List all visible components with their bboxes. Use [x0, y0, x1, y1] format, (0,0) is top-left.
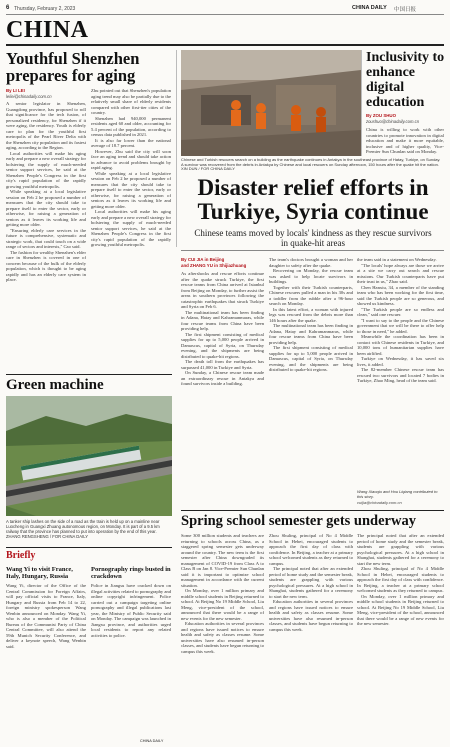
spring-col1 [181, 533, 264, 743]
disaster-c2p5: The multinational team has been finding in Adana, Hatay and Kahramanmaras, while four rescue teams from China have been providing help. [269, 323, 353, 345]
disaster-c4p4: "The Turkish people are so endless and clean," said one rescuer. [357, 306, 444, 317]
section-rule [6, 44, 444, 46]
brief1-headline: Wang Yi to visit France, Italy, Hungary, Russia [6, 566, 73, 580]
disaster-c3p2: The 82-member Chinese rescue team has rescued two survivors and located 7 bodies in Turkiye, Zhao Ming, head of the team said. [357, 367, 444, 383]
spring-c2: On Monday, over 1 million primary and middle school students in Beijing returned to school. At Beijing No 19 Middle School, Liu Meng, vice-president of the school, announced that there would be a range of new events for the new semester. [181, 588, 264, 621]
brief2-credit: CHINA DAILY [140, 739, 164, 743]
briefly-title: Briefly [6, 550, 36, 561]
disaster-c1p5: On Sunday, a Chinese rescue team made an extraordinary rescue in Antakya and found survivors inside a building. [181, 370, 264, 386]
rescue-photo [181, 50, 361, 156]
briefly-rule [6, 547, 172, 548]
youthful-col2 [91, 88, 171, 369]
page-number: 6 [6, 5, 10, 11]
spring-c5: The principal noted that after an extended period of home study and the semester break, students are grappling with various psychological pressures. At a high school in Shanghai, students gathered for a ceremony to start the new term. [269, 566, 353, 599]
spring-c5b: The principal noted that after an extended period of home study and the semester break, students are grappling with various psychological pressures. At a high school in Shanghai, students gathered for a ceremony to start the new term. [357, 533, 444, 566]
disaster-c1p2: The multinational team has been finding in Adana, Hatay and Kahramanmaras, while four rescue teams from China have been providing help. [181, 309, 264, 331]
spring-c3: Education authorities in several provinces and regions have issued notices to ensure health and safety as classes resume. Some universities have also resumed in-person classes, and students have begun returning to campus this week. [181, 621, 264, 654]
disaster-headline: Disaster relief efforts in Turkiye, Syria continue [197, 175, 429, 224]
disaster-c4p1: the team said in a statement on Wednesday. [357, 257, 437, 262]
disaster-c4p5: "I want to say to the people and the Chinese government that we will be there to offer help to those in need," he added. [357, 317, 444, 334]
spring-c4: Zhou Shuling, principal of No 4 Middle School in Hebei, encouraged students to approach the first day of class with confidence. In Beijing, a teacher at a primary school welcomed students as they returned to campus. [269, 533, 353, 566]
spring-c4b: Zhou Shuling, principal of No 4 Middle School in Hebei, encouraged students to approach the first day of class with confidence. In Beijing, a teacher at a primary school welcomed students as they returned to campus. [357, 566, 444, 593]
youthful-p2: Local authorities will make his aging early and prepare a new overall strategy for bolstering the supply of much-needed senior support services, he said at the Shenzhen People's Congress in the first city's rapid population of the rapidly growing youthful metropolis. [6, 150, 86, 189]
disaster-c2p6: The first shipment consisting of medical supplies for up to 5,000 people arrived in Damascus, capital of Syria, on Thursday evening, and the shipments are being distributed to quake-hit regions. [269, 345, 353, 372]
disaster-byline2: and ZHANG YU in Shijiazhuang [181, 263, 247, 268]
youthful-p8: It is also far lower than the national average of 18.7 percent. [91, 137, 171, 148]
youthful-p1b: While speaking at a local legislative session on Feb 2 he proposed a number of measures that the city should take to prepare itself to enter the sector, early or otherwise, for raising a generation of seniors as it leaves its working life and getting more older. [91, 170, 171, 209]
youthful-email: leilei@chinadaily.com.cn [6, 94, 52, 99]
disaster-col1 [181, 271, 264, 505]
disaster-c2p4: In this latest effort, a woman with injured legs was rescued from the debris more than 146 hours after the quake. [269, 306, 353, 323]
disaster-c4p2: "The locals' hope always are those we arrive at a site we carry out search and rescue missions. Our Turkish counterparts have put their trust in us," Zhao said. [357, 262, 444, 284]
youthful-p6: Zhu pointed out that Shenzhen's population aging trend may also be partially due to the relatively small share of elderly residents compared with other first-tier cities of the country. [91, 88, 171, 115]
youthful-headline: Youthful Shenzhen prepares for aging [6, 49, 140, 85]
disaster-c2p2: Recovering on Monday, the rescue team was asked to help locate survivors in buildings. [269, 268, 353, 284]
green-photo [6, 396, 172, 516]
brief2-body: Police in Jiangsu have cracked down on illegal activities related to pornography and online copyright infringement. Police carried out a campaign targeting online pornography and illegal publications last year, the Ministry of Public Security said on Monday. The campaign was launched in Jiangsu province, and authorities urged local residents to report any related activities to police. [91, 583, 171, 638]
green-rule [6, 374, 172, 375]
inclusivity-p1: China is willing to work with other countries to promote innovation in digital education and make it more equitable, inclusive and of higher quality, Vice-Premier Sun Chunlan said on Monday. [366, 127, 444, 154]
masthead-rule [6, 14, 444, 15]
brief2-headline: Pornography rings busted in crackdown [91, 566, 171, 580]
date-line: Thursday, February 2, 2023 [14, 6, 76, 12]
youthful-p4: "Ensuring elderly care services in the future is comprehensive, systematic and strategic work, that could touch on a wide range of sectors and interests," Cao said. [6, 227, 86, 249]
divider-right [361, 50, 362, 156]
disaster-credit-email: cuijia@chinadaily.com.cn [357, 500, 402, 505]
youthful-col1 [6, 101, 86, 369]
brief1-body: Wang Yi, director of the Office of the Central Commission for Foreign Affairs, will pay official visits to France, Italy, Hungary and Russia from Feb 14 to 22, foreign ministry spokesperson Wang Wenbin announced on Monday. Wang Yi, who is also a member of the Political Bureau of the Communist Party of China Central Committee, will also attend the 59th Munich Security Conference, and deliver a keynote speech, Wang Wenbin said. [6, 583, 86, 649]
disaster-byline: By CUI JIA in Beijing [181, 257, 225, 262]
disaster-credit: Wang Xiaoqiu and Hou Liqiang contributed to this story. [357, 489, 438, 499]
youthful-byline: By LI LEI [6, 88, 25, 93]
disaster-subhead: Chinese teams moved by locals' kindness as they rescue survivors in quake-hit areas [194, 228, 432, 248]
inclusivity-headline: Inclusivity to enhance digital education [366, 50, 445, 110]
spring-c2b: On Monday, over 1 million primary and middle school students in Beijing returned to school. At Beijing No 19 Middle School, Liu Meng, vice-president of the school, announced that there would be a range of new events for the new semester. [357, 593, 444, 626]
divider-left [176, 50, 177, 247]
youthful-p2b: Local authorities will make his aging early and prepare a new overall strategy for bolstering the supply of much-needed senior support services, he said at the Shenzhen People's Congress in the first city's rapid population of the rapidly growing youthful metropolis. [91, 209, 171, 247]
spring-rule [181, 510, 444, 511]
green-title: Green machine [6, 377, 104, 393]
spring-c3b: Education authorities in several provinces and regions have issued notices to ensure health and safety as classes resume. Some universities have also resumed in-person classes, and students have begun returning to campus this week. [269, 599, 353, 632]
disaster-c3p1: Turkiye on Wednesday, it has saved six lives, it added. [357, 356, 444, 367]
youthful-p1: A senior legislator in Shenzhen, Guangdong province, has proposed to roll that significance for the tech fusion, of personalized residency, for Shenzhen if it were aging, the residency. Youth is elderly care to plan for the youthful first metropolis of the Pearl River Delta with the Shenzhen city population and its fastest aging, according to the Region. [6, 101, 86, 150]
section-title: CHINA [6, 17, 89, 43]
disaster-c4p6: Meanwhile the coordination has been in contact with Chinese residents in Turkiye, and 10,000 tons of humanitarian supplies have been airlifted. [357, 334, 444, 356]
disaster-c1p3: The first shipment consisting of medical supplies for up to 5,000 people arrived in Damascus, capital of Syria, on Thursday evening, and the shipments are being distributed to quake-hit regions. [181, 331, 264, 359]
disaster-c2p3: Together with their Turkish counterparts, Chinese rescuers pulled a man in his 30s and a toddler from the rubble after a 96-hour search on Monday. [269, 284, 353, 306]
brief2-text [91, 583, 171, 738]
disaster-col3 [357, 257, 444, 505]
spring-col2 [269, 533, 353, 743]
disaster-sub-rule [181, 250, 444, 251]
youthful-p5: The fashion for wealthy Shenzhen's elder care in Shenzhen is covered in one of concern because of the bulk of the elderly population, which is thought to be aging rapidly and has an elderly care system in place. [6, 249, 86, 282]
spring-c1: Some 300 million students and teachers are returning to schools across China, as a staggered spring semester gets underway around the country. The new term is the first semester after China downgraded its management of COVID-19 from Class A to Class B on Jan 8. Vice-Premier Sun Chunlan said it is important to optimize school management in accordance with the current situation. [181, 533, 264, 588]
rescue-photo-caption: Chinese and Turkish rescuers search on a building as the earthquake continues in Antakya in the southeast province of Hatay, Turkiye, on Sunday. A survivor was recovered from the debris in Antakya by Chinese and local rescuers on Sunday afternoon, 150 hours after the quake hit the nation. XIN DUN / FOR CHINA DAILY [181, 157, 441, 172]
inclusivity-col [366, 127, 444, 160]
brief1-text [6, 583, 86, 743]
disaster-c1p4: The death toll from the earthquakes has surpassed 41,000 in Turkiye and Syria. [181, 359, 264, 370]
paper-name-cn: 中国日报 [394, 7, 417, 13]
paper-name: CHINA DAILY [352, 5, 387, 11]
spring-col3 [357, 533, 444, 743]
spring-headline: Spring school semester gets underway [181, 513, 416, 529]
inclusivity-byline: By ZOU SHUO [366, 113, 397, 118]
disaster-c4p3: Chen Hanxiu, 34, a member of the standing team who has been working for the first time, said the Turkish people are so generous, and showed us kindness. [357, 284, 444, 306]
disaster-c1p1: As aftershocks and rescue efforts continue after the quake struck Turkiye, the first rescue teams from China arrived at Istanbul from Beijing on Monday, to further assist the areas in southern provinces following the catastrophic earthquakes that struck Turkiye and Syria on Feb 6. [181, 271, 264, 309]
youthful-p7: Shenzhen had 940,000 permanent residents aged 60 and older, accounting for 5.4 percent of the population, according to census data published in 2021. [91, 115, 171, 137]
disaster-col2 [269, 257, 353, 505]
youthful-p9: However, Zhu said the city will soon face an aging trend and should take action in advance to avoid problems brought by rapid aging. [91, 148, 171, 170]
disaster-c2p1: The team's doctors brought a woman and her daughter to safety after the quake. [269, 257, 353, 268]
youthful-p3: While speaking at a local legislative session on Feb 2 he proposed a number of measures that the city should take to prepare itself to enter the sector, early or otherwise, for raising a generation of seniors as it leaves its working life and getting more older. [6, 189, 86, 227]
inclusivity-email: zoushuo@chinadaily.com.cn [366, 119, 420, 124]
green-caption: A tanker ship lashes on the side of a road as the train is held up on a mainline near Luocheng in Guangxi Zhuang autonomous region, on Monday. It is part of a 9.5 km railway that the province has planned to put into operation by the end of this year. ZHANG RENGSHENG / FOR CHINA DAILY [6, 519, 160, 539]
